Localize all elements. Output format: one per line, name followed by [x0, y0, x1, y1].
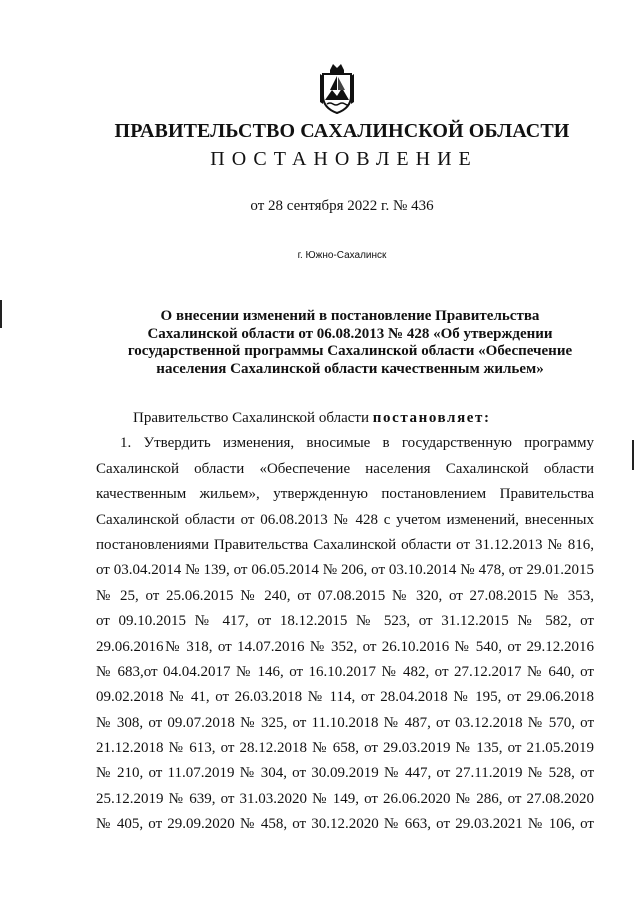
body-line: Сахалинской области от 06.08.2013 № 428 с учетом изменений, внесенных	[96, 511, 594, 528]
body-line: № 683,от 04.04.2017 № 146, от 16.10.2017 № 482, от 27.12.2017 № 640, от	[96, 663, 594, 680]
body-line: постановлениями Правительства Сахалинской области от 31.12.2013 № 816,	[96, 536, 594, 553]
body-line: 21.12.2018 № 613, от 28.12.2018 № 658, от 29.03.2019 № 135, от 21.05.2019	[96, 740, 594, 757]
body-line: № 210, от 11.07.2019 № 304, от 30.09.2019 № 447, от 27.11.2019 № 528, от	[96, 765, 594, 782]
body-line: Сахалинской области «Обеспечение населения Сахалинской области	[96, 460, 594, 477]
body-line: № 25, от 25.06.2015 № 240, от 07.08.2015 № 320, от 27.08.2015 № 353,	[96, 587, 594, 604]
body-line: № 405, от 29.09.2020 № 458, от 30.12.2020 № 663, от 29.03.2021 № 106, от	[96, 816, 594, 833]
subject-line: О внесении изменений в постановление Правительства	[160, 308, 540, 324]
scan-edge-mark	[0, 300, 2, 328]
government-title: ПРАВИТЕЛЬСТВО САХАЛИНСКОЙ ОБЛАСТИ	[114, 120, 570, 142]
document-date-number: от 28 сентября 2022 г. № 436	[250, 198, 434, 214]
document-subject	[120, 308, 580, 378]
subject-line: Сахалинской области от 06.08.2013 № 428 «Об утверждении	[147, 325, 553, 342]
intro-line	[96, 406, 594, 431]
document-type: ПОСТАНОВЛЕНИЕ	[210, 148, 478, 170]
body-line: 25.12.2019 № 639, от 31.03.2020 № 149, от 26.06.2020 № 286, от 27.08.2020	[96, 790, 594, 807]
intro-text: Правительство Сахалинской области	[133, 410, 373, 426]
subject-line: государственной программы Сахалинской области «Обеспечение	[127, 343, 573, 359]
subject-line: населения Сахалинской области качественным жильем»	[156, 360, 544, 377]
intro-verb: постановляет:	[372, 410, 491, 426]
coat-of-arms-icon	[318, 60, 356, 116]
body-line: 29.06.2016№ 318, от 14.07.2016 № 352, от 26.10.2016 № 540, от 29.12.2016	[96, 638, 594, 655]
body-line: от 03.04.2014 № 139, от 06.05.2014 № 206, от 03.10.2014 № 478, от 29.01.2015	[96, 562, 594, 579]
body-line: качественным жильем», утвержденную постановлением Правительства	[96, 486, 594, 503]
body-line: 09.02.2018 № 41, от 26.03.2018 № 114, от 28.04.2018 № 195, от 29.06.2018	[96, 689, 594, 706]
body-line: от 09.10.2015 № 417, от 18.12.2015 № 523, от 31.12.2015 № 582, от	[96, 613, 594, 630]
body-line: 1. Утвердить изменения, вносимые в государственную программу	[120, 435, 594, 452]
body-line: № 308, от 09.07.2018 № 325, от 11.10.2018 № 487, от 03.12.2018 № 570, от	[96, 714, 594, 731]
city-name: г. Южно-Сахалинск	[297, 250, 387, 261]
document-body	[96, 406, 594, 838]
